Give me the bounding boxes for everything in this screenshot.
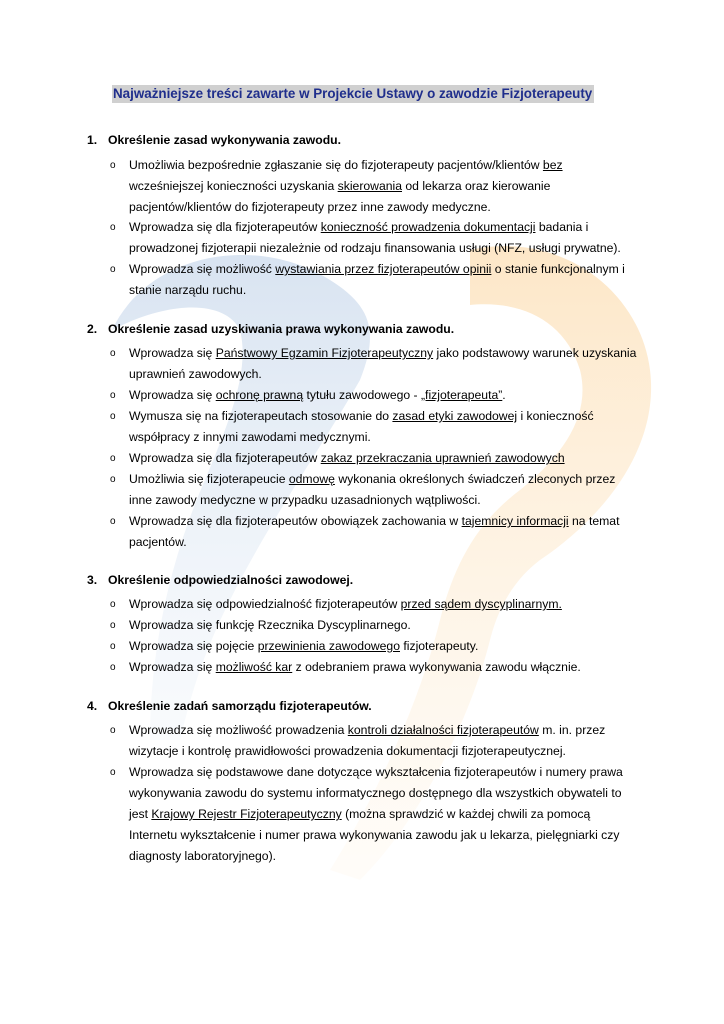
text-line bbox=[129, 448, 639, 469]
text-run: Wprowadza się dla fizjoterapeutów bbox=[129, 220, 321, 234]
text-line bbox=[129, 385, 639, 406]
bullet-icon: o bbox=[110, 725, 116, 736]
text-line bbox=[129, 427, 639, 448]
text-run: Internetu wykształcenie i numer prawa wykonywania zawodu jak u lekarza, pielęgniarki czy bbox=[129, 828, 620, 842]
bullet-icon: o bbox=[110, 767, 116, 778]
text-run: jako podstawowy warunek uzyskania bbox=[433, 346, 637, 360]
text-run: Wprowadza się bbox=[129, 660, 216, 674]
bullet-icon: o bbox=[110, 641, 116, 652]
list-item-text bbox=[129, 636, 639, 657]
list-item-text bbox=[129, 511, 639, 553]
underlined-phrase: Państwowy Egzamin Fizjoterapeutyczny bbox=[215, 346, 434, 360]
text-run: Wprowadza się podstawowe dane dotyczące wykształcenia fizjoterapeutów i numery prawa bbox=[129, 765, 623, 779]
bullet-icon: o bbox=[110, 453, 116, 464]
text-run: jest bbox=[129, 807, 152, 821]
list-item-text bbox=[129, 594, 639, 615]
text-line bbox=[129, 197, 639, 218]
section-heading bbox=[87, 133, 341, 147]
list-item-text bbox=[129, 155, 639, 218]
list-item-text bbox=[129, 657, 639, 678]
underlined-phrase: bez bbox=[542, 158, 563, 172]
text-run: Wprowadza się dla fizjoterapeutów obowiązek zachowania w bbox=[129, 514, 462, 528]
underlined-phrase: tajemnicy informacji bbox=[461, 514, 569, 528]
text-run: pacjentów/klientów do fizjoterapeuty przez inne zawody medyczne. bbox=[129, 200, 491, 214]
text-run: m. in. przez bbox=[538, 723, 606, 737]
text-line bbox=[129, 343, 639, 364]
text-run: . bbox=[502, 388, 506, 402]
text-run: badania i bbox=[535, 220, 589, 234]
text-line bbox=[129, 469, 639, 490]
list-item-text bbox=[129, 469, 639, 511]
underlined-phrase: wystawiania przez fizjoterapeutów opinii bbox=[275, 262, 492, 276]
text-line bbox=[129, 636, 639, 657]
list-item-text bbox=[129, 720, 639, 762]
text-line bbox=[129, 594, 639, 615]
text-run: diagnosty laboratoryjnego). bbox=[129, 849, 277, 863]
text-run: wykonywania zawodu do systemu informatycznego dostępnego dla wszystkich obywateli to bbox=[129, 786, 622, 800]
list-item-text bbox=[129, 385, 639, 406]
text-run: wykonania określonych świadczeń zleconych przez bbox=[334, 472, 616, 486]
underlined-phrase: skierowania bbox=[337, 179, 402, 193]
section-heading-text: Określenie zasad uzyskiwania prawa wykonywania zawodu. bbox=[108, 322, 455, 336]
text-run: Wprowadza się możliwość prowadzenia bbox=[129, 723, 348, 737]
section-number: 1. bbox=[87, 133, 98, 147]
text-line bbox=[129, 280, 639, 301]
list-item-text bbox=[129, 448, 639, 469]
text-run: Wprowadza się dla fizjoterapeutów bbox=[129, 451, 321, 465]
underlined-phrase: zakaz przekraczania uprawnień zawodowych bbox=[320, 451, 565, 465]
text-line bbox=[129, 741, 639, 762]
bullet-icon: o bbox=[110, 348, 116, 359]
underlined-phrase: „fizjoterapeuta” bbox=[421, 388, 503, 402]
text-line bbox=[129, 238, 639, 259]
underlined-phrase: konieczność prowadzenia dokumentacji bbox=[320, 220, 536, 234]
section-heading-text: Określenie zasad wykonywania zawodu. bbox=[108, 133, 342, 147]
underlined-phrase: odmowę bbox=[288, 472, 335, 486]
text-run: prowadzonej fizjoterapii niezależnie od rodzaju finansowania usługi (NFZ, usługi prywatne). bbox=[129, 241, 621, 255]
bullet-icon: o bbox=[110, 516, 116, 527]
text-line bbox=[129, 657, 639, 678]
text-line bbox=[129, 825, 639, 846]
text-line bbox=[129, 783, 639, 804]
text-line bbox=[129, 804, 639, 825]
text-run: (można sprawdzić w każdej chwili za pomocą bbox=[341, 807, 591, 821]
bullet-icon: o bbox=[110, 620, 116, 631]
bullet-icon: o bbox=[110, 599, 116, 610]
text-run: Wymusza się na fizjoterapeutach stosowanie do bbox=[129, 409, 393, 423]
text-line bbox=[129, 532, 639, 553]
text-run: wcześniejszej konieczności uzyskania bbox=[129, 179, 338, 193]
text-run: stanie narządu ruchu. bbox=[129, 283, 247, 297]
bullet-icon: o bbox=[110, 222, 116, 233]
text-line bbox=[129, 176, 639, 197]
bullet-icon: o bbox=[110, 411, 116, 422]
underlined-phrase: Krajowy Rejestr Fizjoterapeutyczny bbox=[151, 807, 342, 821]
text-run: i konieczność bbox=[517, 409, 594, 423]
underlined-phrase: ochronę prawną bbox=[215, 388, 304, 402]
text-line bbox=[129, 511, 639, 532]
list-item-text bbox=[129, 217, 639, 259]
bullet-icon: o bbox=[110, 390, 116, 401]
text-line bbox=[129, 615, 639, 636]
underlined-phrase: kontroli działalności fizjoterapeutów bbox=[347, 723, 539, 737]
text-run: pacjentów. bbox=[129, 535, 187, 549]
text-run: Umożliwia bezpośrednie zgłaszanie się do fizjoterapeuty pacjentów/klientów bbox=[129, 158, 543, 172]
page-title: Najważniejsze treści zawarte w Projekcie Ustawy o zawodzie Fizjoterapeuty bbox=[113, 86, 593, 101]
text-run: uprawnień zawodowych. bbox=[129, 367, 262, 381]
text-run: fizjoterapeuty. bbox=[400, 639, 479, 653]
section-number: 3. bbox=[87, 573, 98, 587]
text-line bbox=[129, 720, 639, 741]
text-line bbox=[129, 364, 639, 385]
text-line bbox=[129, 217, 639, 238]
text-run: tytułu zawodowego - bbox=[303, 388, 421, 402]
section-heading bbox=[87, 573, 353, 587]
text-run: od lekarza oraz kierowanie bbox=[402, 179, 551, 193]
text-line bbox=[129, 406, 639, 427]
text-run: Wprowadza się odpowiedzialność fizjoterapeutów bbox=[129, 597, 401, 611]
section-number: 2. bbox=[87, 322, 98, 336]
bullet-icon: o bbox=[110, 662, 116, 673]
list-item-text bbox=[129, 615, 639, 636]
text-run: o stanie funkcjonalnym i bbox=[491, 262, 625, 276]
section-heading bbox=[87, 699, 372, 713]
underlined-phrase: zasad etyki zawodowej bbox=[392, 409, 518, 423]
text-run: Umożliwia się fizjoterapeucie bbox=[129, 472, 289, 486]
underlined-phrase: przewinienia zawodowego bbox=[257, 639, 400, 653]
text-run: Wprowadza się pojęcie bbox=[129, 639, 258, 653]
text-run: na temat bbox=[568, 514, 620, 528]
section-heading-text: Określenie odpowiedzialności zawodowej. bbox=[108, 573, 354, 587]
text-run: wizytacje i kontrolę prawidłowości prowadzenia dokumentacji fizjoterapeutycznej. bbox=[129, 744, 566, 758]
text-line bbox=[129, 762, 639, 783]
text-run: Wprowadza się możliwość bbox=[129, 262, 276, 276]
text-line bbox=[129, 490, 639, 511]
section-number: 4. bbox=[87, 699, 98, 713]
list-item-text bbox=[129, 762, 639, 867]
list-item-text bbox=[129, 406, 639, 448]
text-line bbox=[129, 846, 639, 867]
section-heading bbox=[87, 322, 454, 336]
list-item-text bbox=[129, 259, 639, 301]
bullet-icon: o bbox=[110, 264, 116, 275]
text-run: inne zawody medyczne w przypadku uzasadnionych wątpliwości. bbox=[129, 493, 481, 507]
list-item-text bbox=[129, 343, 639, 385]
bullet-icon: o bbox=[110, 474, 116, 485]
text-line bbox=[129, 155, 639, 176]
text-run: Wprowadza się bbox=[129, 388, 216, 402]
text-run: współpracy z innymi zawodami medycznymi. bbox=[129, 430, 371, 444]
text-run: Wprowadza się funkcję Rzecznika Dyscyplinarnego. bbox=[129, 618, 411, 632]
text-line bbox=[129, 259, 639, 280]
section-heading-text: Określenie zadań samorządu fizjoterapeutów. bbox=[108, 699, 372, 713]
underlined-phrase: przed sądem dyscyplinarnym. bbox=[400, 597, 562, 611]
bullet-icon: o bbox=[110, 160, 116, 171]
text-run: Wprowadza się bbox=[129, 346, 216, 360]
underlined-phrase: możliwość kar bbox=[215, 660, 293, 674]
text-run: z odebraniem prawa wykonywania zawodu włącznie. bbox=[292, 660, 581, 674]
